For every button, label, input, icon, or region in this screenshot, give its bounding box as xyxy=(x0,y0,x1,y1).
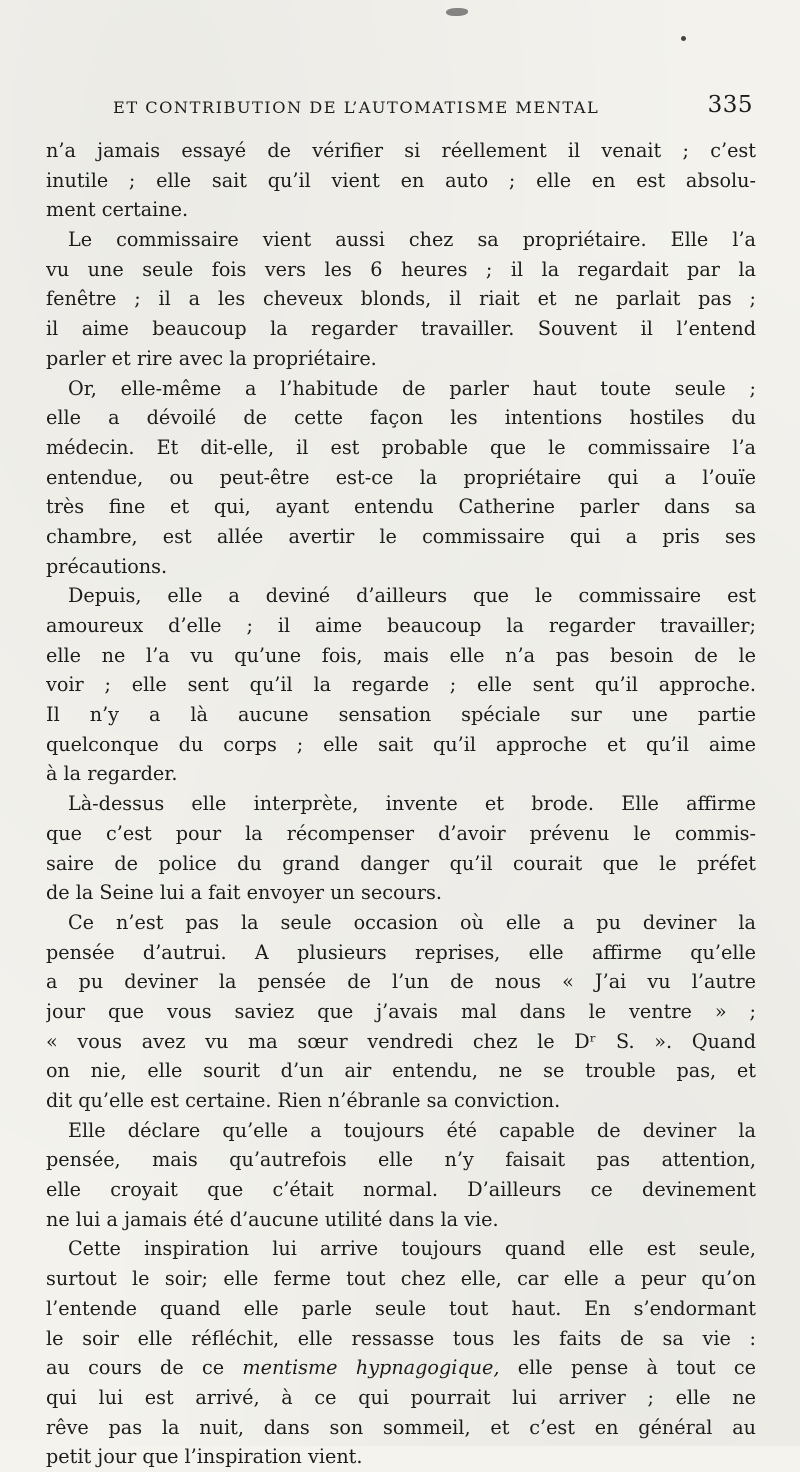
text-line: qui lui est arrivé, à ce qui pourrait lui arriver ; elle ne xyxy=(46,1385,756,1409)
ink-dot xyxy=(681,36,686,41)
text-line: jour que vous saviez que j’avais mal dans le ventre » ; xyxy=(46,999,756,1023)
text-line: Elle déclare qu’elle a toujours été capable de deviner la xyxy=(68,1118,756,1142)
text-line: Cette inspiration lui arrive toujours quand elle est seule, xyxy=(68,1237,756,1261)
page-number: 335 xyxy=(707,92,753,118)
text-line: Ce n’est pas la seule occasion où elle a pu deviner la xyxy=(68,910,756,934)
running-head: ET CONTRIBUTION DE L’AUTOMATISME MENTAL xyxy=(113,98,600,117)
text-line: pensée, mais qu’autrefois elle n’y faisait pas attention, xyxy=(46,1148,756,1172)
text-line: il aime beaucoup la regarder travailler. Souvent il l’entend xyxy=(46,317,756,341)
text-line: dit qu’elle est certaine. Rien n’ébranle sa conviction. xyxy=(46,1089,561,1112)
text-line: chambre, est allée avertir le commissaire qui a pris ses xyxy=(46,524,756,548)
text-line: le soir elle réfléchit, elle ressasse tous les faits de sa vie : xyxy=(46,1326,756,1350)
text-line: parler et rire avec la propriétaire. xyxy=(46,346,377,370)
text-line: que c’est pour la récompenser d’avoir prévenu le commis- xyxy=(46,821,756,845)
text-line: entendue, ou peut-être est-ce la propriétaire qui a l’ouïe xyxy=(46,465,756,489)
text-line: voir ; elle sent qu’il la regarde ; elle sent qu’il approche. xyxy=(46,673,756,697)
text-line: Le commissaire vient aussi chez sa propriétaire. Elle l’a xyxy=(68,228,756,252)
text-line: saire de police du grand danger qu’il courait que le préfet xyxy=(46,851,756,875)
text-line: rêve pas la nuit, dans son sommeil, et c’est en général au xyxy=(46,1415,756,1439)
text-line: vu une seule fois vers les 6 heures ; il la regardait par la xyxy=(46,257,756,281)
text-line: très fine et qui, ayant entendu Catherine parler dans sa xyxy=(46,495,756,519)
italic-term: mentisme hypnagogique, xyxy=(242,1356,500,1380)
body-text xyxy=(46,136,756,1472)
text-line: ment certaine. xyxy=(46,198,189,222)
text-run: au cours de ce xyxy=(46,1356,243,1380)
text-line: quelconque du corps ; elle sait qu’il approche et qu’il aime xyxy=(46,732,756,756)
text-line: surtout le soir; elle ferme tout chez elle, car elle a peur qu’on xyxy=(46,1267,756,1291)
text-line: précautions. xyxy=(46,554,168,578)
text-line: elle a dévoilé de cette façon les intentions hostiles du xyxy=(46,406,756,430)
text-line: fenêtre ; il a les cheveux blonds, il riait et ne parlait pas ; xyxy=(46,287,756,311)
text-line: amoureux d’elle ; il aime beaucoup la regarder travailler; xyxy=(46,614,756,637)
text-line: ne lui a jamais été d’aucune utilité dans la vie. xyxy=(46,1207,499,1231)
text-line: petit jour que l’inspiration vient. xyxy=(46,1445,363,1469)
text-line: médecin. Et dit-elle, il est probable que le commissaire l’a xyxy=(46,435,756,459)
text-line: l’entende quand elle parle seule tout haut. En s’endormant xyxy=(46,1296,756,1320)
text-line: n’a jamais essayé de vérifier si réellement il venait ; c’est xyxy=(46,139,756,162)
text-line: Il n’y a là aucune sensation spéciale sur une partie xyxy=(46,703,756,727)
text-line: à la regarder. xyxy=(46,762,178,786)
text-line: de la Seine lui a fait envoyer un secours. xyxy=(46,881,442,905)
text-line: pensée d’autrui. A plusieurs reprises, elle affirme qu’elle xyxy=(46,940,756,964)
page-header xyxy=(113,92,753,122)
text-line: elle ne l’a vu qu’une fois, mais elle n’a pas besoin de le xyxy=(46,643,756,667)
text-line: Là-dessus elle interprète, invente et brode. Elle affirme xyxy=(68,792,756,816)
text-line: inutile ; elle sait qu’il vient en auto ; elle en est absolu- xyxy=(46,168,756,192)
ink-smudge xyxy=(446,8,468,16)
text-line: elle croyait que c’était normal. D’ailleurs ce devinement xyxy=(46,1178,756,1202)
text-line: Or, elle-même a l’habitude de parler haut toute seule ; xyxy=(68,376,756,400)
text-run: elle pense à tout ce xyxy=(499,1356,756,1380)
text-line: a pu deviner la pensée de l’un de nous « J’ai vu l’autre xyxy=(46,970,756,994)
text-line: Depuis, elle a deviné d’ailleurs que le commissaire est xyxy=(68,584,756,608)
text-line xyxy=(46,1353,756,1383)
text-line: on nie, elle sourit d’un air entendu, ne se trouble pas, et xyxy=(46,1059,756,1083)
text-line: « vous avez vu ma sœur vendredi chez le Dʳ S. ». Quand xyxy=(46,1029,756,1053)
